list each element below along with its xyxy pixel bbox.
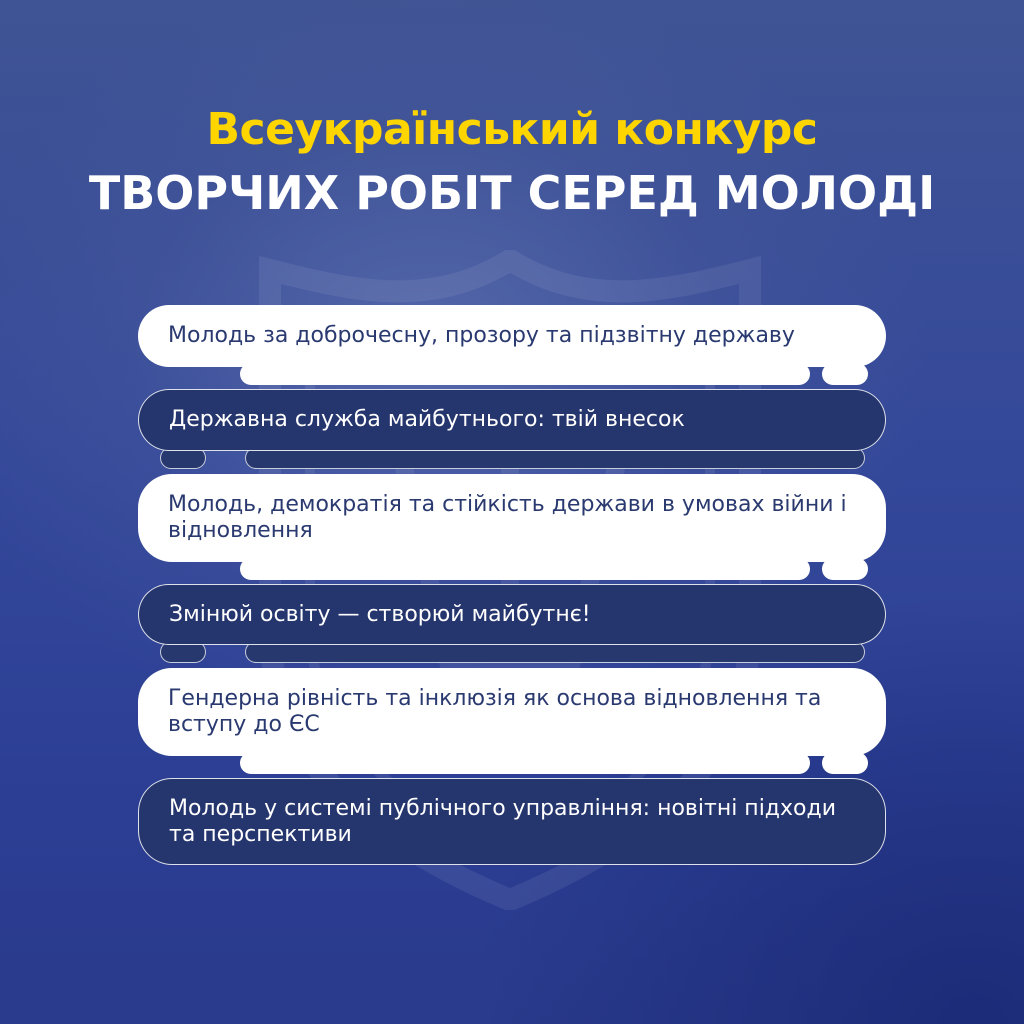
- topic-text-2: Державна служба майбутнього: твій внесок: [169, 407, 685, 432]
- title-line-1: Всеукраїнський конкурс: [206, 104, 818, 155]
- topic-pill-3: [138, 474, 886, 562]
- topic-text-6: Молодь у системі публічного управління: новітні підходи та перспективи: [169, 795, 837, 847]
- topic-text-1: Молодь за доброчесну, прозору та підзвітну державу: [168, 323, 795, 348]
- topic-pill-4: [138, 584, 886, 645]
- topic-text-5: Гендерна рівність та інклюзія як основа відновлення та вступу до ЄС: [168, 686, 822, 737]
- topic-pill-6: [138, 778, 886, 865]
- topic-text-3: Молодь, демократія та стійкість держави в умовах війни і відновлення: [168, 492, 847, 543]
- topic-pill-1: [138, 305, 886, 367]
- topic-pill-2: [138, 389, 886, 451]
- topic-pill-5: [138, 668, 886, 756]
- title-line-2: ТВОРЧИХ РОБІТ СЕРЕД МОЛОДІ: [88, 166, 936, 220]
- topic-text-4: Змінюй освіту — створюй майбутнє!: [169, 601, 591, 627]
